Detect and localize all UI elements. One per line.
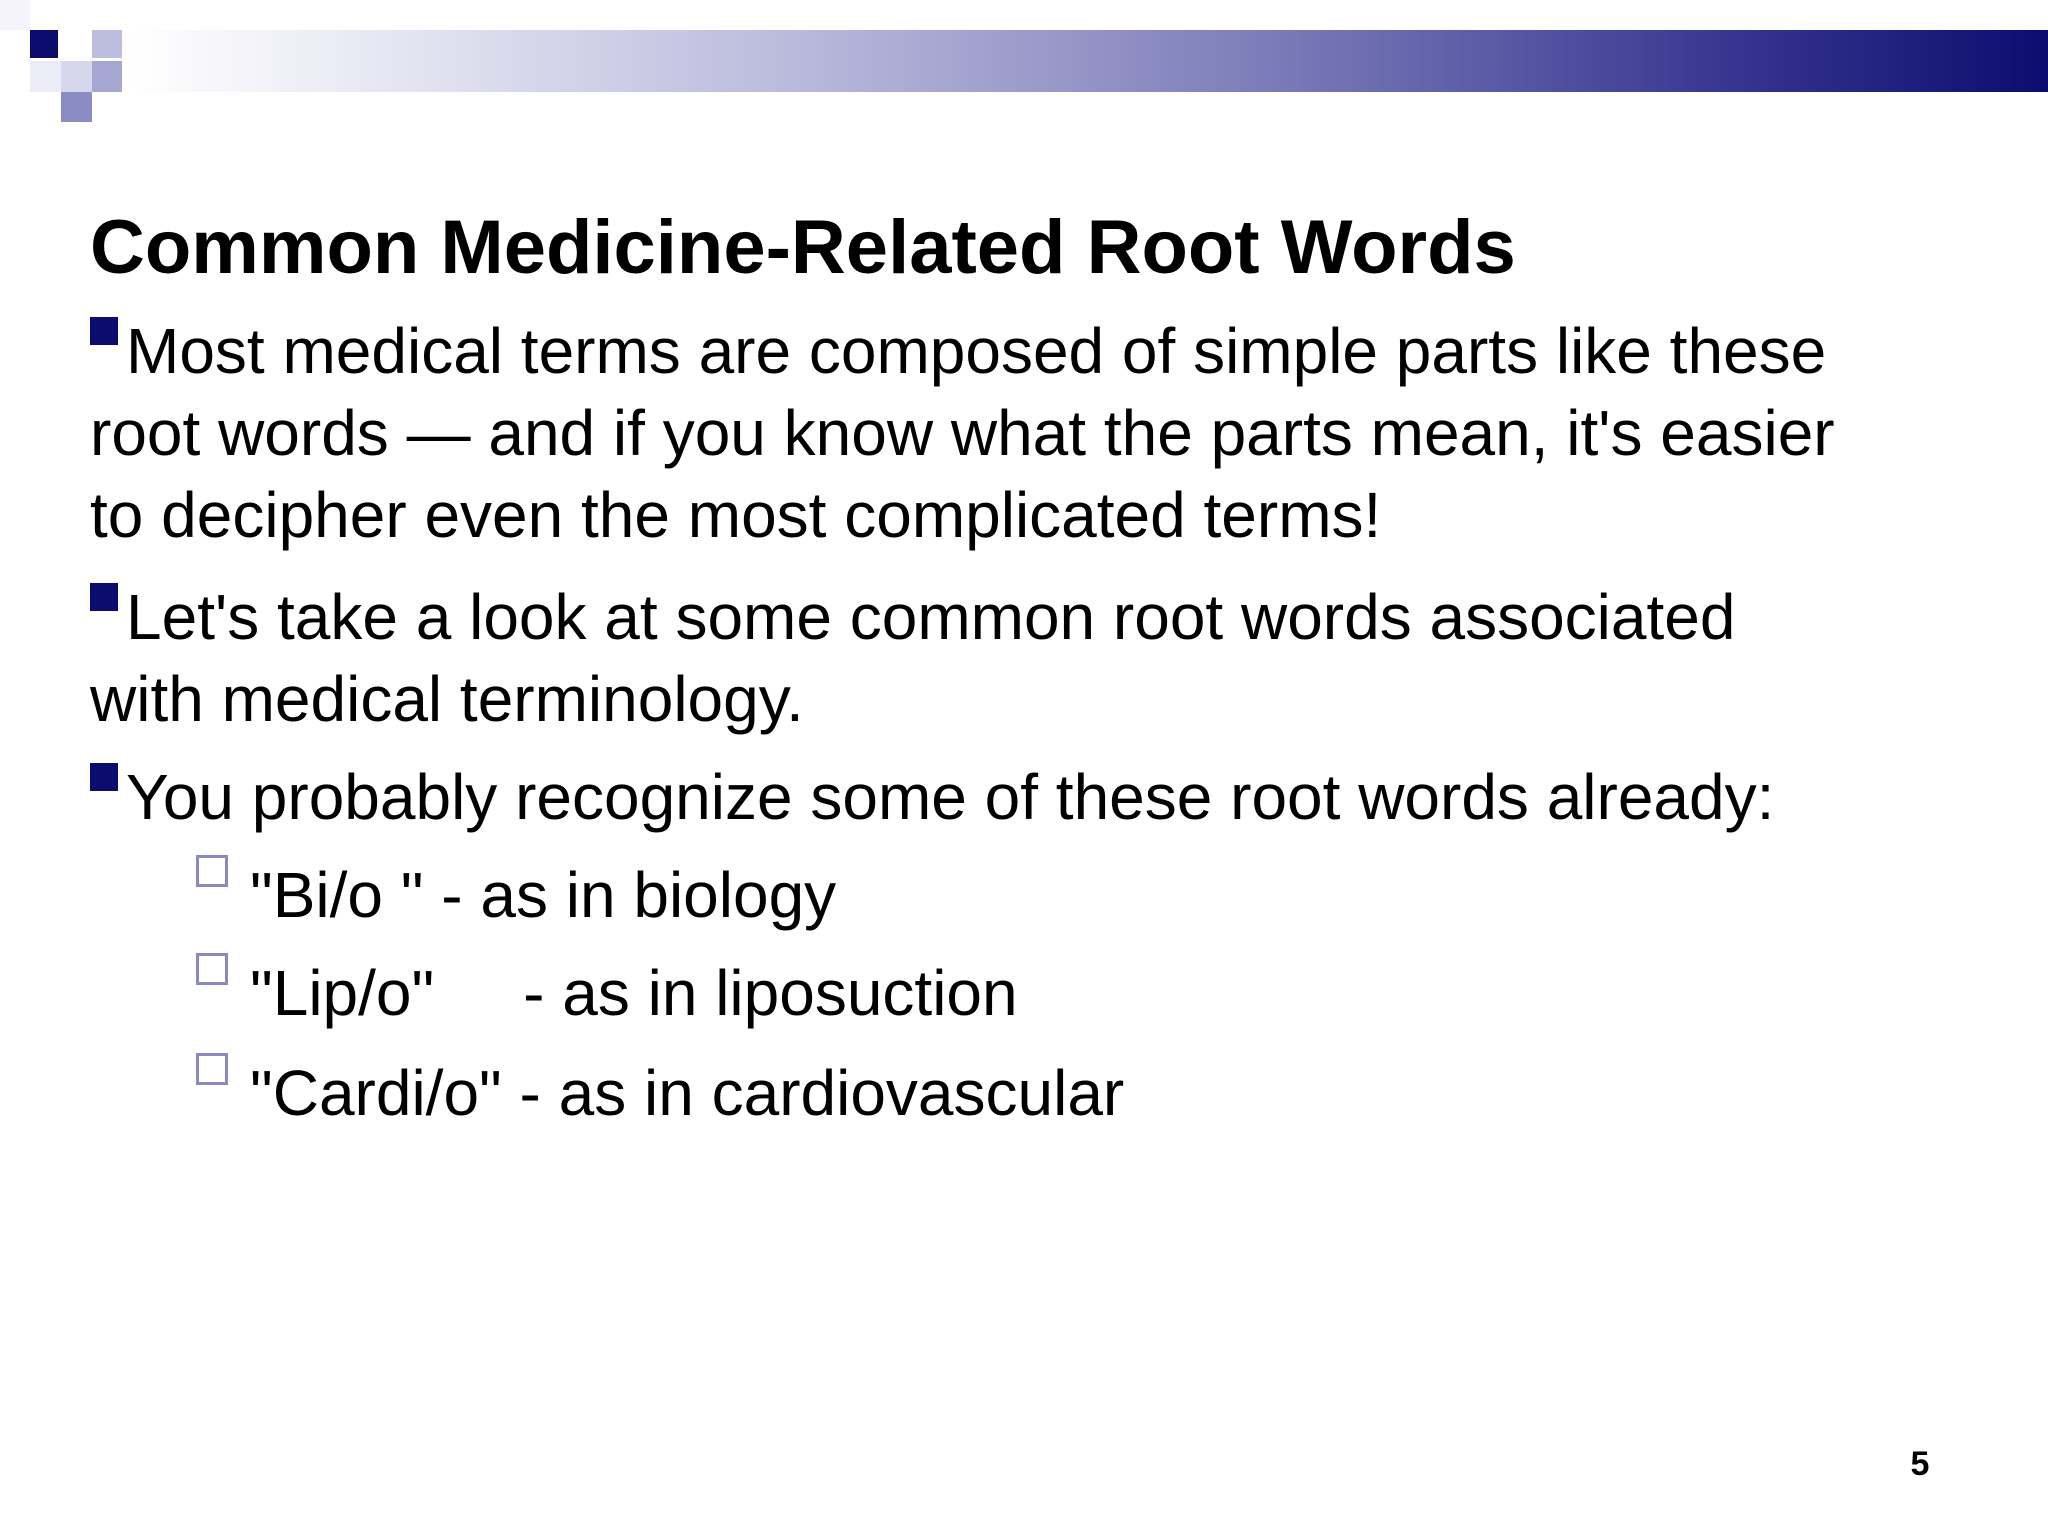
- square-bullet-icon: [90, 763, 118, 791]
- bullet-text: to decipher even the most complicated terms!: [90, 479, 1382, 551]
- hollow-square-bullet-icon: [196, 953, 228, 985]
- bullet-line: [90, 576, 1990, 658]
- decorative-square: [92, 30, 122, 58]
- sub-bullet-text: "Cardi/o" - as in cardiovascular: [250, 1057, 1125, 1129]
- bullet-line: [90, 310, 1990, 392]
- bullet-line: [90, 756, 1990, 838]
- bullet-text: You probably recognize some of these root words already:: [126, 761, 1775, 833]
- decorative-square: [92, 61, 122, 92]
- sub-bullet-item: [196, 854, 1896, 936]
- bullet-text: root words — and if you know what the parts mean, it's easier: [90, 397, 1835, 469]
- square-bullet-icon: [90, 583, 118, 611]
- square-bullet-icon: [90, 317, 118, 345]
- sub-bullet-item: [196, 1052, 1896, 1134]
- bullet-text: Most medical terms are composed of simple parts like these: [126, 315, 1827, 387]
- page-number: 5: [1910, 1445, 1930, 1483]
- bullet-item: [90, 310, 1990, 556]
- decorative-square: [30, 30, 58, 58]
- decorative-square: [0, 0, 30, 30]
- hollow-square-bullet-icon: [196, 855, 228, 887]
- bullet-text: with medical terminology.: [90, 663, 804, 735]
- sub-bullet-item: [196, 952, 1896, 1034]
- decorative-square: [61, 92, 92, 122]
- hollow-square-bullet-icon: [196, 1053, 228, 1085]
- sub-bullet-text: "Bi/o " - as in biology: [250, 859, 837, 931]
- sub-bullet-text: "Lip/o" - as in liposuction: [250, 957, 1018, 1029]
- decorative-square: [61, 61, 92, 92]
- header-gradient-band: [130, 30, 2048, 92]
- bullet-item: [90, 576, 1990, 740]
- bullet-item: [90, 756, 1990, 838]
- slide-title: Common Medicine-Related Root Words: [90, 205, 1516, 290]
- decorative-square: [30, 61, 61, 92]
- bullet-text: Let's take a look at some common root words associated: [126, 581, 1736, 653]
